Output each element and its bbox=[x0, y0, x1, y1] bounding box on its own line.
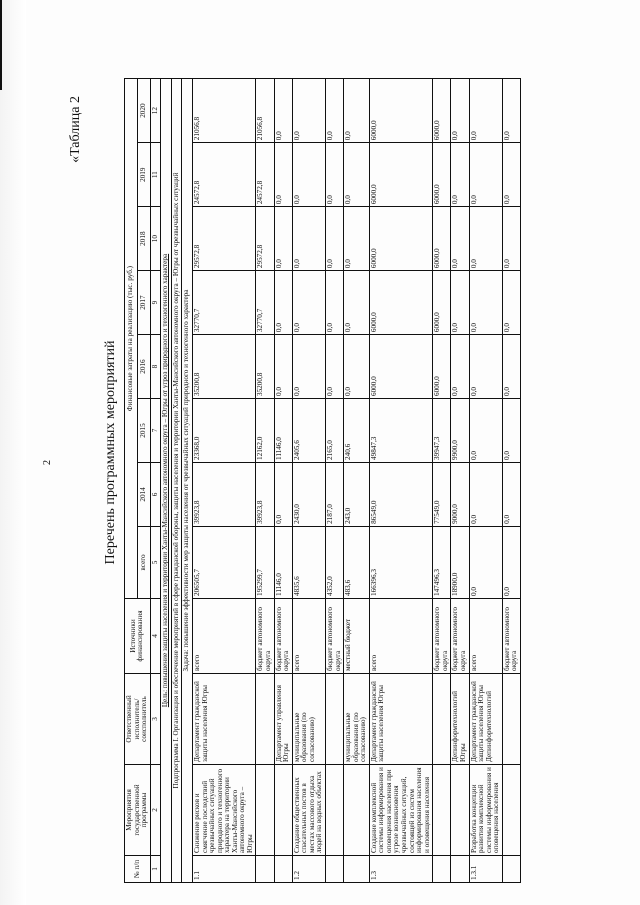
cell-number: 1.3.1 bbox=[469, 856, 502, 883]
cell-value: 4835,6 bbox=[292, 526, 325, 598]
cell-value: 0,0 bbox=[469, 335, 502, 399]
cell-source: бюджет автономного округа bbox=[325, 599, 343, 674]
cell-value: 0,0 bbox=[292, 335, 325, 399]
cell-number bbox=[433, 856, 451, 883]
cell-source: всего bbox=[192, 599, 256, 674]
col-number: 3 bbox=[150, 674, 161, 765]
cell-value: 77549,0 bbox=[433, 462, 451, 526]
cell-activity: Разработка концепции развития комплексной системы информирования и оповещения населения bbox=[469, 765, 502, 856]
cell-activity bbox=[274, 765, 292, 856]
cell-value: 6000,0 bbox=[369, 335, 433, 399]
cell-value: 6000,0 bbox=[369, 79, 433, 143]
cell-value: 29572,8 bbox=[256, 207, 274, 271]
cell-value: 0,0 bbox=[502, 462, 520, 526]
cell-value: 21056,8 bbox=[192, 79, 256, 143]
cell-activity bbox=[433, 765, 451, 856]
cell-activity bbox=[325, 765, 343, 856]
cell-value: 0,0 bbox=[469, 79, 502, 143]
cell-responsible: Депинформтехнологий Югры bbox=[451, 674, 469, 765]
cell-value: 0,0 bbox=[325, 143, 343, 207]
cell-value: 6000,0 bbox=[369, 143, 433, 207]
cell-value: 0,0 bbox=[451, 207, 469, 271]
col-number: 11 bbox=[150, 143, 161, 207]
col-number: 6 bbox=[150, 462, 161, 526]
goal-row: Цель: повышение защиты населения и территории Ханты-Мансийского автономного округа – Югры от угроз природного и техногенного характера bbox=[161, 79, 172, 883]
cell-value: 0,0 bbox=[274, 207, 292, 271]
cell-responsible: Департамент управления Югры bbox=[274, 674, 292, 765]
cell-value: 6000,0 bbox=[433, 207, 451, 271]
subprogram-row: Подпрограмма I. Организация и обеспечение мероприятий в сфере гражданской обороны, защиты населения и территории Ханты-Мансийского автономного округа – Югры от чрезвычайных ситуаций bbox=[171, 79, 182, 883]
cell-value: 0,0 bbox=[344, 271, 370, 335]
cell-value: 32770,7 bbox=[192, 271, 256, 335]
header-year: 2014 bbox=[137, 462, 150, 526]
col-number: 4 bbox=[150, 599, 161, 674]
cell-value: 0,0 bbox=[502, 143, 520, 207]
cell-value: 0,0 bbox=[325, 335, 343, 399]
table-row bbox=[192, 79, 256, 883]
cell-value: 2187,0 bbox=[325, 462, 343, 526]
cell-value: 0,0 bbox=[469, 526, 502, 598]
cell-value: 21056,8 bbox=[256, 79, 274, 143]
cell-source: бюджет автономного округа bbox=[274, 599, 292, 674]
table-row bbox=[433, 79, 451, 883]
col-number: 10 bbox=[150, 207, 161, 271]
cell-number: 1.1 bbox=[192, 856, 256, 883]
cell-value: 39947,3 bbox=[433, 399, 451, 463]
cell-value: 29572,8 bbox=[192, 207, 256, 271]
cell-source: бюджет автономного округа bbox=[502, 599, 520, 674]
cell-value: 0,0 bbox=[274, 462, 292, 526]
cell-value: 0,0 bbox=[469, 462, 502, 526]
cell-value: 0,0 bbox=[502, 207, 520, 271]
cell-value: 0,0 bbox=[469, 399, 502, 463]
cell-responsible bbox=[433, 674, 451, 765]
cell-number bbox=[451, 856, 469, 883]
cell-value: 6000,0 bbox=[433, 79, 451, 143]
cell-value: 0,0 bbox=[325, 271, 343, 335]
cell-value: 24572,8 bbox=[256, 143, 274, 207]
cell-value: 35200,8 bbox=[256, 335, 274, 399]
table-row bbox=[451, 79, 469, 883]
col-number: 7 bbox=[150, 399, 161, 463]
cell-value: 2165,0 bbox=[325, 399, 343, 463]
cell-value: 6000,0 bbox=[433, 335, 451, 399]
cell-value: 23368,0 bbox=[192, 399, 256, 463]
cell-value: 86549,0 bbox=[369, 462, 433, 526]
cell-activity bbox=[344, 765, 370, 856]
table-row bbox=[502, 79, 520, 883]
cell-responsible: Департамент гражданской защиты населения Югры bbox=[369, 674, 433, 765]
top-rule bbox=[0, 0, 2, 90]
cell-activity bbox=[451, 765, 469, 856]
cell-responsible bbox=[502, 674, 520, 765]
col-number: 5 bbox=[150, 526, 161, 598]
header-total: всего bbox=[137, 526, 150, 598]
cell-value: 0,0 bbox=[292, 271, 325, 335]
task-row: Задача: повышение эффективности мер защиты населения от чрезвычайных ситуаций природного и техногенного характера bbox=[182, 79, 193, 883]
cell-value: 35200,8 bbox=[192, 335, 256, 399]
table-label: «Таблица 2 bbox=[68, 96, 83, 163]
cell-value: 6000,0 bbox=[433, 143, 451, 207]
cell-value: 39923,8 bbox=[256, 462, 274, 526]
cell-value: 0,0 bbox=[292, 79, 325, 143]
cell-value: 0,0 bbox=[274, 79, 292, 143]
cell-value: 166396,3 bbox=[369, 526, 433, 598]
cell-source: всего bbox=[292, 599, 325, 674]
cell-activity bbox=[502, 765, 520, 856]
cell-activity: Создание общественных спасательных постов в местах массового отдыха людей на водных объектах bbox=[292, 765, 325, 856]
cell-value: 39923,8 bbox=[192, 462, 256, 526]
cell-source: бюджет автономного округа bbox=[256, 599, 274, 674]
header-year: 2016 bbox=[137, 335, 150, 399]
cell-number: 1.3 bbox=[369, 856, 433, 883]
cell-value: 0,0 bbox=[502, 399, 520, 463]
cell-value: 18900,0 bbox=[451, 526, 469, 598]
table-row bbox=[469, 79, 502, 883]
cell-value: 6000,0 bbox=[369, 271, 433, 335]
cell-responsible: Департамент гражданской защиты населения Югры Депинформтехнологий bbox=[469, 674, 502, 765]
cell-responsible: Департамент гражданской защиты населения Югры bbox=[192, 674, 256, 765]
cell-value: 0,0 bbox=[344, 79, 370, 143]
header-year: 2020 bbox=[137, 79, 150, 143]
cell-value: 0,0 bbox=[344, 335, 370, 399]
cell-value: 0,0 bbox=[344, 207, 370, 271]
header-year: 2017 bbox=[137, 271, 150, 335]
cell-value: 0,0 bbox=[502, 271, 520, 335]
page-number: 2 bbox=[42, 460, 53, 465]
cell-value: 0,0 bbox=[502, 79, 520, 143]
cell-source: всего bbox=[469, 599, 502, 674]
col-number: 12 bbox=[150, 79, 161, 143]
header-costs: Финансовые затраты на реализацию (тыс. руб.) bbox=[125, 79, 138, 599]
cell-value: 0,0 bbox=[325, 207, 343, 271]
cell-number bbox=[274, 856, 292, 883]
cell-value: 32770,7 bbox=[256, 271, 274, 335]
cell-value: 240,6 bbox=[344, 399, 370, 463]
cell-value: 147496,3 bbox=[433, 526, 451, 598]
cell-value: 0,0 bbox=[344, 143, 370, 207]
cell-value: 0,0 bbox=[451, 271, 469, 335]
cell-value: 0,0 bbox=[469, 207, 502, 271]
cell-value: 0,0 bbox=[274, 271, 292, 335]
header-year: 2018 bbox=[137, 207, 150, 271]
col-number: 8 bbox=[150, 335, 161, 399]
table-row bbox=[344, 79, 370, 883]
cell-activity: Создание комплексной системы информирования и оповещения населения при угрозе возникновения чрезвычайных ситуаций, состоящей из систем информирования населения и оповещения населения bbox=[369, 765, 433, 856]
cell-value: 0,0 bbox=[274, 143, 292, 207]
cell-value: 0,0 bbox=[451, 335, 469, 399]
cell-source: бюджет автономного округа bbox=[451, 599, 469, 674]
table-row bbox=[325, 79, 343, 883]
cell-value: 11146,0 bbox=[274, 526, 292, 598]
cell-responsible bbox=[325, 674, 343, 765]
cell-value: 0,0 bbox=[451, 79, 469, 143]
cell-value: 24572,8 bbox=[192, 143, 256, 207]
cell-value: 2405,6 bbox=[292, 399, 325, 463]
table-row bbox=[274, 79, 292, 883]
document-title: Перечень программных мероприятий bbox=[103, 340, 118, 565]
cell-value: 0,0 bbox=[502, 335, 520, 399]
cell-number bbox=[325, 856, 343, 883]
cell-value: 195299,7 bbox=[256, 526, 274, 598]
table-row bbox=[369, 79, 433, 883]
table-row bbox=[292, 79, 325, 883]
cell-value: 49847,3 bbox=[369, 399, 433, 463]
cell-value: 9000,0 bbox=[451, 462, 469, 526]
table-row bbox=[256, 79, 274, 883]
cell-number bbox=[256, 856, 274, 883]
cell-source: бюджет автономного округа bbox=[433, 599, 451, 674]
header-no: № п/п bbox=[125, 856, 151, 883]
cell-value: 9900,0 bbox=[451, 399, 469, 463]
col-number: 9 bbox=[150, 271, 161, 335]
cell-number bbox=[502, 856, 520, 883]
cell-value: 6000,0 bbox=[369, 207, 433, 271]
cell-source: всего bbox=[369, 599, 433, 674]
cell-value: 483,6 bbox=[344, 526, 370, 598]
cell-value: 0,0 bbox=[469, 271, 502, 335]
cell-value: 243,0 bbox=[344, 462, 370, 526]
cell-responsible bbox=[256, 674, 274, 765]
cell-responsible: муниципальные образования (по согласованию) bbox=[292, 674, 325, 765]
header-year: 2019 bbox=[137, 143, 150, 207]
header-activity: Мероприятия государственной программы bbox=[125, 765, 151, 856]
cell-value: 206505,7 bbox=[192, 526, 256, 598]
cell-source: местный бюджет bbox=[344, 599, 370, 674]
cell-value: 2430,0 bbox=[292, 462, 325, 526]
cell-value: 0,0 bbox=[502, 526, 520, 598]
col-number: 1 bbox=[150, 856, 161, 883]
cell-number bbox=[344, 856, 370, 883]
cell-value: 6000,0 bbox=[433, 271, 451, 335]
cell-value: 0,0 bbox=[325, 79, 343, 143]
cell-value: 12162,0 bbox=[256, 399, 274, 463]
header-year: 2015 bbox=[137, 399, 150, 463]
activities-table bbox=[124, 78, 521, 883]
cell-value: 0,0 bbox=[451, 143, 469, 207]
cell-value: 0,0 bbox=[469, 143, 502, 207]
cell-value: 4352,0 bbox=[325, 526, 343, 598]
col-number: 2 bbox=[150, 765, 161, 856]
cell-value: 0,0 bbox=[274, 335, 292, 399]
cell-value: 0,0 bbox=[292, 207, 325, 271]
cell-responsible: муниципальные образования (по согласованию) bbox=[344, 674, 370, 765]
cell-value: 0,0 bbox=[292, 143, 325, 207]
cell-number: 1.2 bbox=[292, 856, 325, 883]
cell-activity bbox=[256, 765, 274, 856]
header-responsible: Ответственный исполнитель/соисполнитель bbox=[125, 674, 151, 765]
cell-value: 11146,0 bbox=[274, 399, 292, 463]
cell-activity: Снижение рисков и смягчение последствий чрезвычайных ситуаций природного и техногенного характера на территории Ханты-Мансийского автономного округа – Югры bbox=[192, 765, 256, 856]
header-source: Источники финансирования bbox=[125, 599, 151, 674]
